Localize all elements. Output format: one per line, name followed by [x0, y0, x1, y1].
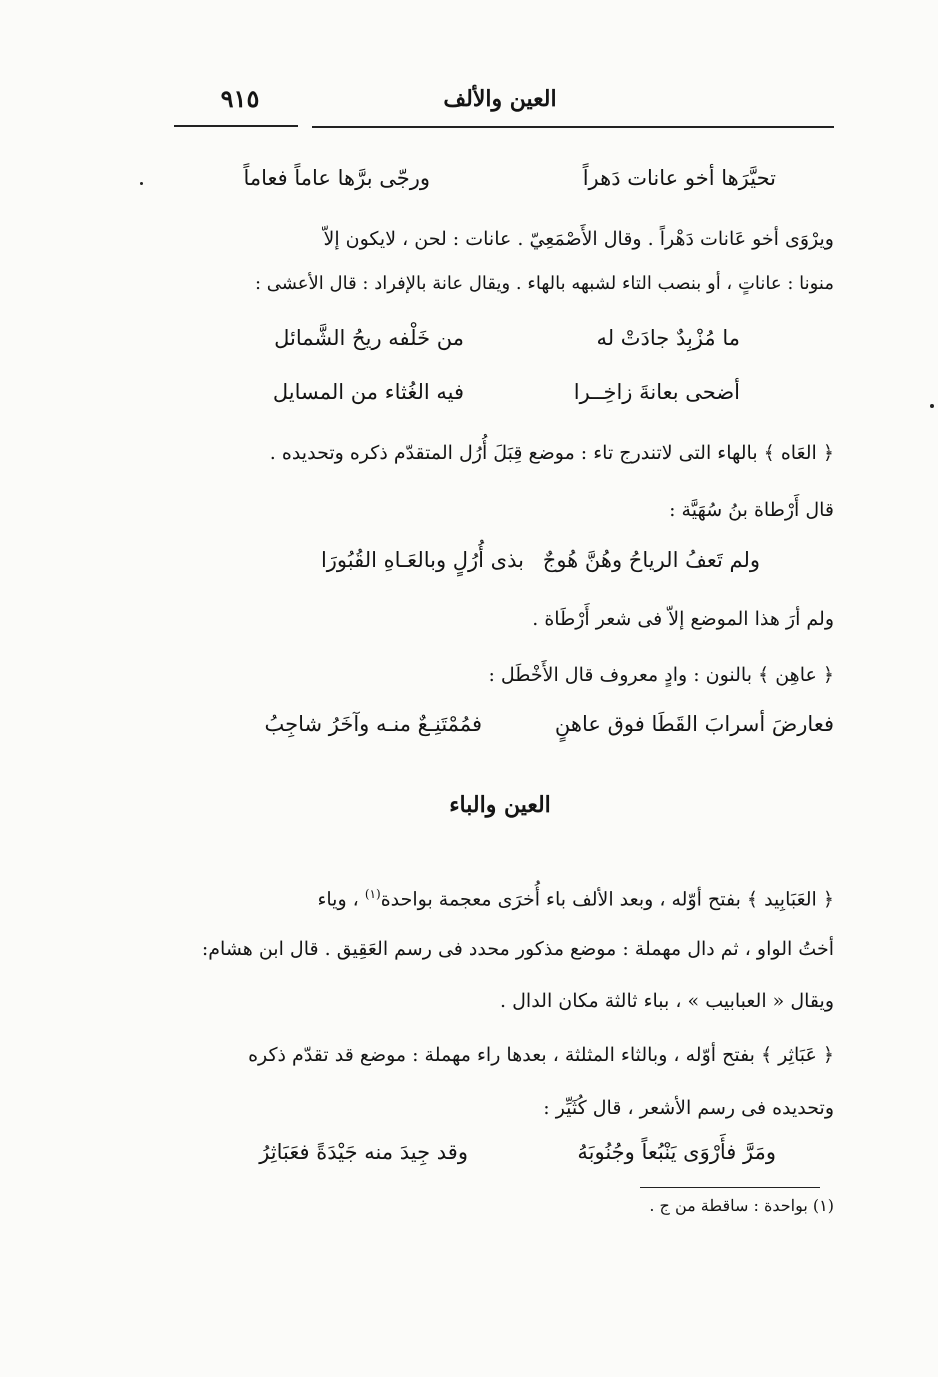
verse-hemistich-right: فعارضَ أسرابَ القَطَا فوق عاهنٍ [554, 712, 834, 736]
verse-hemistich-right: تحيَّرَها أخو عانات دَهراً [582, 166, 776, 190]
verse-hemistich-left: ورجّى برَّها عاماً فعاماً [243, 166, 430, 190]
verse-hemistich-left: فيه الغُثاء من المسايل [272, 380, 464, 404]
verse-hemistich-right: ومَرَّ فأَرْوَى يَنْبُعاً وجُنُوبَهُ [577, 1140, 776, 1164]
verse-hemistich-left: وقد جِيدَ منه جَيْدَةً فعَبَاثِرُ [259, 1140, 468, 1164]
prose-line: قال أَرْطاة بنُ سُهَيَّة : [669, 499, 834, 521]
prose-line: ويقال « العبابيب » ، بباء ثالثة مكان الدال . [500, 990, 834, 1012]
prose-line: وتحديده فى رسم الأشعر ، قال كُثَيِّر : [543, 1097, 834, 1119]
verse-hemistich-left: بذى أُرُلٍ وبالعَـاهِ القُبُورَا [320, 548, 524, 572]
page-number-rule [174, 125, 298, 127]
entry-line: ﴿ عاهِن ﴾ بالنون : وادٍ معروف قال الأَخْطَل : [488, 664, 834, 686]
entry-text: ، وياء [317, 888, 365, 911]
scan-speck [930, 404, 934, 408]
entry-line: ﴿ عَبَاثِر ﴾ بفتح أوّله ، وبالثاء المثلثة ، بعدها راء مهملة : موضع قد تقدّم ذكره [248, 1044, 834, 1066]
prose-line: أختُ الواو ، ثم دال مهملة : موضع مذكور محدد فى رسم العَقِيق . قال ابن هشام: [201, 938, 834, 960]
running-header-title: العين والألف [443, 86, 557, 112]
entry-text: ﴿ العَبَابِيد ﴾ بفتح أوّله ، وبعد الألف باء أُخرَى معجمة بواحدة [380, 888, 834, 911]
footnote-reference: (١) [364, 887, 381, 901]
entry-line: ﴿ العَاه ﴾ بالهاء التى لاتندرج تاء : موضع قِبَلَ أُرُل المتقدّم ذكره وتحديده . [269, 442, 834, 464]
verse-hemistich-left: من خَلْفه ريحُ الشَّمائل [274, 326, 464, 350]
footnote-rule [640, 1187, 820, 1188]
prose-line: ولم أرَ هذا الموضع إلاّ فى شعر أَرْطَاة . [532, 608, 834, 630]
prose-line: منونا : عاناتٍ ، أو بنصب التاء لشبهه بالهاء . ويقال عانة بالإفراد : قال الأعشى : [254, 273, 834, 294]
verse-hemistich-right: ولم تَعفُ الرياحُ وهُنَّ هُوجٌ [542, 548, 760, 572]
header-rule [312, 126, 834, 128]
prose-line: ويرْوَى أخو عَانات دَهْراً . وقال الأَصْمَعِيّ . عانات : لحن ، لايكون إلاّ [323, 228, 834, 250]
verse-hemistich-left: فمُمْتَنِـعٌ منـه وآخَرُ شاجِبُ [264, 712, 482, 736]
entry-line [174, 877, 834, 916]
scan-speck [140, 182, 143, 185]
footnote: (١) بواحدة : ساقطة من ج . [649, 1196, 834, 1215]
verse-hemistich-right: أضحى بعانةَ زاخِــرا [573, 380, 740, 404]
section-heading: العين والباء [449, 792, 551, 818]
verse-hemistich-right: ما مُزْبِدٌ جادَتْ له [596, 326, 740, 350]
page-number: ٩١٥ [220, 84, 260, 113]
